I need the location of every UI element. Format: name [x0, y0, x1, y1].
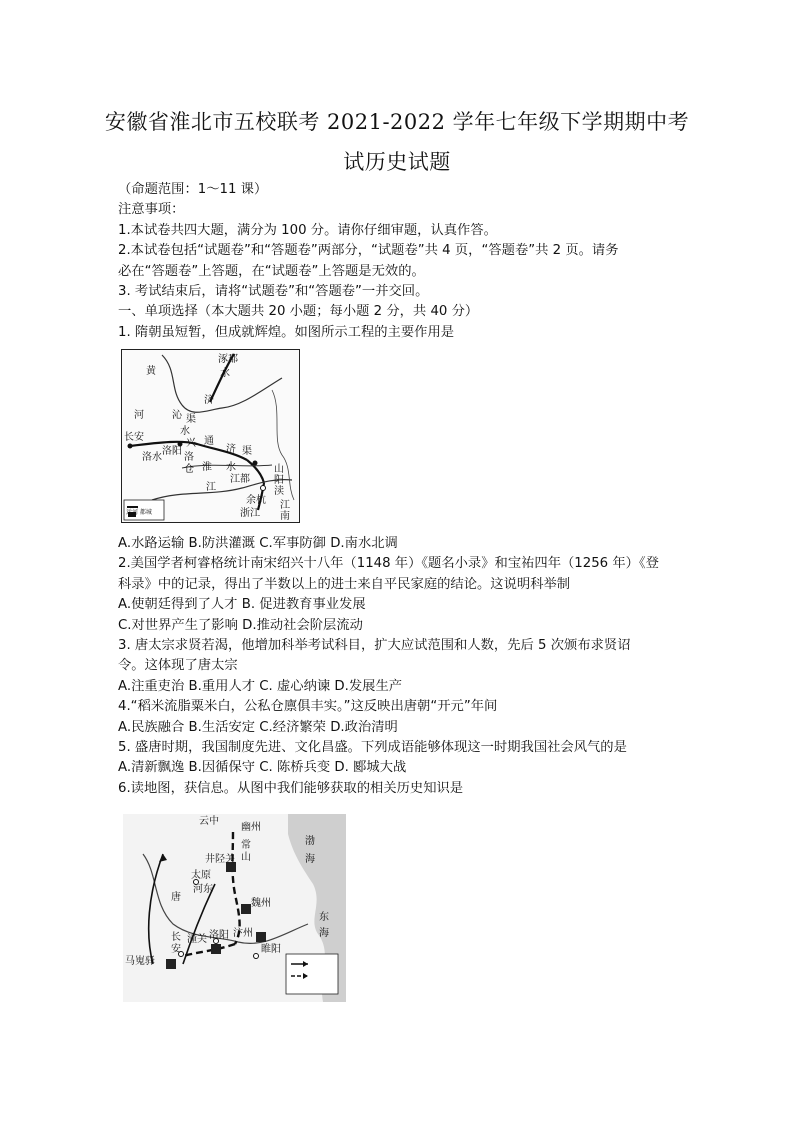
map2-label-3: 海	[305, 854, 315, 865]
map1-label-14: 洛水	[142, 452, 162, 463]
map2-label-2: 渤	[305, 836, 315, 847]
map2-label-12: 海	[319, 928, 329, 939]
map2-label-17: 汴州	[233, 928, 253, 939]
map1-label-18: 水	[226, 462, 236, 473]
map2-label-14: 安	[171, 944, 181, 955]
q2-options-2: C.对世界产生了影响 D.推动社会阶层流动	[118, 617, 363, 633]
map2-label-5: 山	[241, 852, 251, 863]
note-3: 3. 考试结束后，请将“试题卷”和“答题卷”一并交回。	[118, 284, 429, 300]
map2-label-4: 常	[241, 840, 251, 851]
exam-title-line-2: 试历史试题	[343, 150, 451, 174]
map1-label-11: 通	[204, 436, 214, 447]
map2-label-19: 马嵬驿	[125, 956, 155, 967]
q5-options: A.清新飘逸 B.因循保守 C. 陈桥兵变 D. 郾城大战	[118, 760, 407, 776]
an-shi-rebellion-map	[123, 814, 346, 1002]
section-1-heading: 一、单项选择（本大题共 20 小题；每小题 2 分，共 40 分）	[118, 304, 479, 320]
map1-label-20: 江	[206, 482, 216, 493]
grand-canal-map	[121, 349, 300, 523]
map1-label-26: 江南	[280, 500, 290, 522]
map1-label-2: 水	[220, 368, 230, 379]
map1-label-15: 洛	[184, 452, 194, 463]
q2-options-1: A.使朝廷得到了人才 B. 促进教育事业发展	[118, 597, 366, 613]
question-4: 4.“稻米流脂粟米白，公私仓廪俱丰实。”这反映出唐朝“开元”年间	[118, 699, 498, 715]
map1-label-13: 渠	[242, 446, 252, 457]
exam-scope: （命题范围：1～11 课）	[118, 182, 268, 197]
map2-label-16: 洛阳	[209, 930, 229, 941]
question-3a: 3. 唐太宗求贤若渴，他增加科举考试科目，扩大应试范围和人数，先后 5 次颁布求贤诏	[118, 638, 631, 654]
map1-label-0: 涿郡	[218, 354, 238, 365]
map2-label-15: 潼关	[187, 934, 207, 945]
map1-label-25: 渎	[274, 486, 284, 497]
map2-label-1: 幽州	[241, 822, 261, 833]
notes-heading: 注意事项：	[118, 202, 185, 218]
q4-options: A.民族融合 B.生活安定 C.经济繁荣 D.政治清明	[118, 719, 398, 735]
map1-label-24: 阳	[274, 475, 284, 486]
map2-label-13: 长	[171, 932, 181, 943]
map2-label-9: 唐	[171, 892, 181, 903]
map2-label-7: 太原	[191, 870, 211, 881]
questions-block	[118, 534, 688, 799]
map2-label-11: 东	[319, 912, 329, 923]
map1-label-3: 济	[204, 395, 214, 406]
question-5: 5. 盛唐时期，我国制度先进、文化昌盛。下列成语能够体现这一时期我国社会风气的是	[118, 740, 627, 756]
map2-label-10: 魏州	[251, 898, 271, 909]
intro-block	[118, 180, 688, 343]
map1-label-8: 长安	[124, 432, 144, 443]
note-1: 1.本试卷共四大题，满分为 100 分。请你仔细审题，认真作答。	[118, 222, 497, 238]
q1-options: A.水路运输 B.防洪灌溉 C.军事防御 D.南水北调	[118, 536, 398, 551]
map1-legend: 运河 都城	[126, 509, 152, 516]
map1-label-16: 仓	[184, 464, 194, 475]
map1-label-23: 山	[274, 464, 284, 475]
map1-label-4: 河	[134, 410, 144, 421]
exam-title-line-1: 安徽省淮北市五校联考 2021-2022 学年七年级下学期期中考	[104, 110, 690, 134]
note-2b: 必在“答题卷”上答题，在“试题卷”上答题是无效的。	[118, 263, 425, 279]
map1-label-5: 沁	[172, 410, 182, 421]
map2-label-6: 井陉关	[205, 854, 235, 865]
map1-label-10: 兴	[186, 438, 196, 449]
map1-label-19: 江都	[230, 474, 250, 485]
map1-label-17: 淮	[202, 462, 212, 473]
map1-label-21: 余杭	[246, 495, 266, 506]
map1-label-9: 洛阳	[162, 446, 182, 457]
question-3b: 令。这体现了唐太宗	[118, 658, 238, 674]
question-2b: 科录》中的记录，得出了半数以上的进士来自平民家庭的结论。这说明科举制	[118, 576, 571, 592]
map1-label-7: 水	[180, 426, 190, 437]
map2-label-8: 河东	[193, 884, 213, 895]
question-1: 1. 隋朝虽短暂，但成就辉煌。如图所示工程的主要作用是	[118, 324, 455, 340]
q3-options: A.注重吏治 B.重用人才 C. 虚心纳谏 D.发展生产	[118, 678, 403, 694]
question-6: 6.读地图，获信息。从图中我们能够获取的相关历史知识是	[118, 780, 464, 796]
map1-label-22: 浙江	[240, 508, 260, 519]
map2-label-18: 睢阳	[261, 944, 281, 955]
map1-label-12: 济	[226, 444, 236, 455]
map2-label-0: 云中	[199, 816, 219, 827]
map1-label-6: 渠	[186, 414, 196, 425]
question-2a: 2.美国学者柯睿格统计南宋绍兴十八年（1148 年）《题名小录》和宝祐四年（1256 年）《登	[118, 556, 659, 572]
map1-label-1: 黄	[146, 366, 156, 377]
note-2a: 2.本试卷包括“试题卷”和“答题卷”两部分，“试题卷”共 4 页，“答题卷”共 2 页。请务	[118, 243, 619, 259]
